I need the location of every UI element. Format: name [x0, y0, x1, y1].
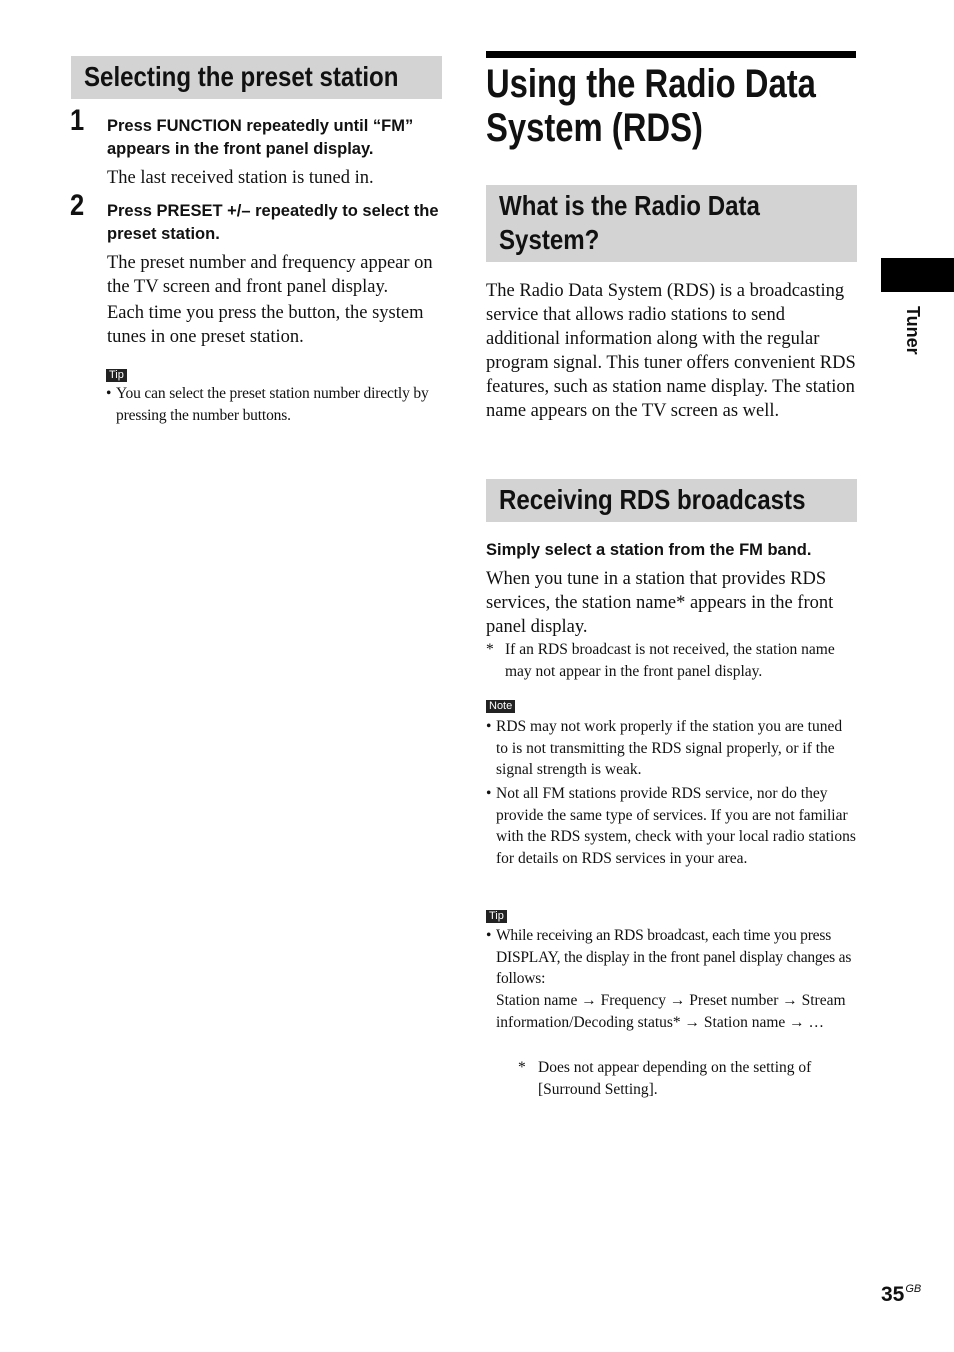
chapter-tab-marker	[881, 258, 954, 292]
step-number-2: 2	[70, 189, 85, 222]
bullet-dot: •	[486, 927, 492, 944]
note-text: Not all FM stations provide RDS service, nor do they provide the same type of services. If you are not familiar with the RDS system, check with your local radio stations for details on RDS services in your area.	[496, 785, 856, 868]
section-title-line-1: What is the Radio Data	[499, 190, 760, 221]
note-badge: Note	[486, 700, 515, 713]
section-title: Receiving RDS broadcasts	[499, 484, 806, 515]
tip-footnote-text: Does not appear depending on the setting of [Surround Setting].	[538, 1059, 812, 1098]
what-is-rds-body: The Radio Data System (RDS) is a broadcasting service that allows radio stations to send additional information along with the regular program signal. This tuner offers convenient RDS features, such as station name display. The station name appears on the TV screen as well.	[486, 281, 856, 421]
step-2-title: Press PRESET +/– repeatedly to select the preset station.	[107, 202, 439, 243]
section-header-selecting-preset	[71, 56, 442, 99]
tip-text: You can select the preset station number directly by pressing the number buttons.	[116, 385, 429, 424]
tip-text: While receiving an RDS broadcast, each time you press DISPLAY, the display in the front panel display changes as follows:	[496, 927, 852, 988]
step-2-body-1: The preset number and frequency appear on the TV screen and front panel display.	[107, 253, 433, 297]
section-title: Selecting the preset station	[84, 61, 399, 92]
page-number	[881, 1283, 921, 1307]
bullet-dot: •	[486, 785, 492, 802]
page-title-line-1: Using the Radio Data	[486, 62, 816, 106]
page-title-line-2: System (RDS)	[486, 106, 703, 150]
step-1-body: The last received station is tuned in.	[107, 168, 374, 188]
note-text: RDS may not work properly if the station you are tuned to is not transmitting the RDS signal properly, or if the signal strength is weak.	[496, 718, 843, 779]
tip-sequence: Station name → Frequency → Preset number → Stream information/Decoding status* → Station name → …	[496, 992, 846, 1031]
receiving-instruction: Simply select a station from the FM band.	[486, 541, 812, 559]
step-1-title: Press FUNCTION repeatedly until “FM” appears in the front panel display.	[107, 117, 414, 158]
footnote-mark: *	[486, 641, 494, 658]
footnote-text: If an RDS broadcast is not received, the station name may not appear in the front panel display.	[505, 641, 835, 680]
tip-footnote-mark: *	[518, 1059, 526, 1076]
tip-badge: Tip	[486, 910, 507, 923]
section-header-receiving-rds	[486, 479, 857, 522]
tip-badge: Tip	[106, 369, 127, 382]
page-number-suffix: GB	[905, 1283, 922, 1295]
section-header-what-is-rds	[486, 185, 857, 262]
step-2-body-2: Each time you press the button, the system tunes in one preset station.	[107, 303, 424, 347]
section-title-line-2: System?	[499, 224, 600, 255]
bullet-dot: •	[486, 718, 492, 735]
title-rule	[486, 51, 856, 58]
step-number-1: 1	[70, 104, 85, 137]
bullet-dot: •	[106, 385, 112, 402]
receiving-body: When you tune in a station that provides RDS services, the station name* appears in the front panel display.	[486, 569, 834, 637]
page-number-value: 35	[881, 1283, 905, 1306]
chapter-tab-label: Tuner	[903, 306, 923, 355]
